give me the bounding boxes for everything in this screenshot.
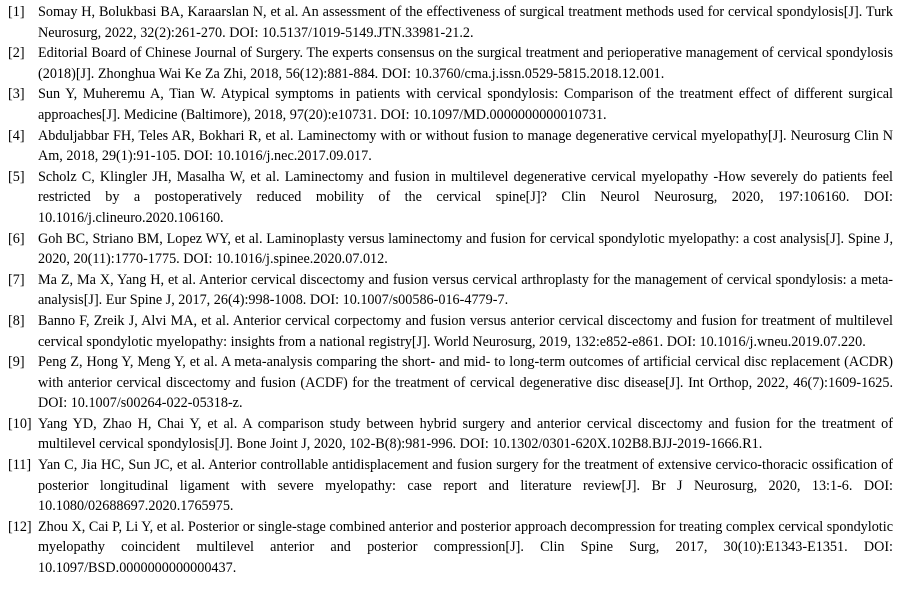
reference-citation-text: Zhou X, Cai P, Li Y, et al. Posterior or single-stage combined anterior and posterior approach decompression for treating complex cervical spondylotic myelopathy coincident multilevel anterior and posterior compression[J]. Clin Spine Surg, 2017, 30(10):E1343-E1351. DOI: 10.1097/BSD.0000000000000437. <box>38 518 893 577</box>
reference-item <box>8 414 893 455</box>
reference-list <box>8 2 893 579</box>
reference-item <box>8 311 893 352</box>
reference-item <box>8 455 893 517</box>
reference-number: [12] <box>8 518 32 535</box>
reference-citation-text: Peng Z, Hong Y, Meng Y, et al. A meta-analysis comparing the short- and mid- to long-term outcomes of artificial cervical disc replacement (ACDR) with anterior cervical discectomy and fusion (ACDF) for the treatment of cervical degenerative disc disease[J]. Int Orthop, 2022, 46(7):1609-1625. DOI: 10.1007/s00264-022-05318-z. <box>38 354 893 412</box>
reference-item <box>8 126 893 167</box>
reference-citation-text: Somay H, Bolukbasi BA, Karaarslan N, et al. An assessment of the effectiveness of surgical treatment methods used for cervical spondylosis[J]. Turk Neurosurg, 2022, 32(2):261-270. DOI: 10.5137/1019-5149.JTN.33981-21.2. <box>38 4 893 41</box>
reference-citation-text: Editorial Board of Chinese Journal of Surgery. The experts consensus on the surgical treatment and perioperative management of cervical spondylosis (2018)[J]. Zhonghua Wai Ke Za Zhi, 2018, 56(12):881-884. DOI: 10.3760/cma.j.issn.0529-5815.2018.12.001. <box>38 45 893 82</box>
reference-item <box>8 84 893 125</box>
reference-item <box>8 229 893 270</box>
reference-number: [5] <box>8 168 25 185</box>
reference-item <box>8 270 893 311</box>
reference-citation-text: Scholz C, Klingler JH, Masalha W, et al. Laminectomy and fusion in multilevel degenerative cervical myelopathy -How severely do patients feel restricted by a postoperatively reduced mobility of the cervical spine[J]? Clin Neurol Neurosurg, 2020, 197:106160. DOI: 10.1016/j.clineuro.2020.106160. <box>38 168 893 226</box>
reference-number: [2] <box>8 45 25 62</box>
reference-item <box>8 167 893 229</box>
reference-number: [3] <box>8 86 25 103</box>
reference-item <box>8 517 893 579</box>
reference-citation-text: Sun Y, Muheremu A, Tian W. Atypical symptoms in patients with cervical spondylosis: Comparison of the treatment effect of different surgical approaches[J]. Medicine (Baltimore), 2018, 97(20):e10731. DOI: 10.1097/MD.0000000000010731. <box>38 86 893 123</box>
reference-number: [11] <box>8 457 32 474</box>
reference-number: [4] <box>8 127 25 144</box>
reference-citation-text: Ma Z, Ma X, Yang H, et al. Anterior cervical discectomy and fusion versus cervical arthroplasty for the management of cervical spondylosis: a meta-analysis[J]. Eur Spine J, 2017, 26(4):998-1008. DOI: 10.1007/s00586-016-4779-7. <box>38 271 893 309</box>
reference-item <box>8 43 893 84</box>
reference-number: [8] <box>8 312 25 329</box>
reference-citation-text: Yang YD, Zhao H, Chai Y, et al. A comparison study between hybrid surgery and anterior cervical discectomy and fusion for the treatment of multilevel cervical spondylosis[J]. Bone Joint J, 2020, 102-B(8):981-996. DOI: 10.1302/0301-620X.102B8.BJJ-2019-1666.R1. <box>38 415 893 453</box>
reference-citation-text: Goh BC, Striano BM, Lopez WY, et al. Laminoplasty versus laminectomy and fusion for cervical spondylotic myelopathy: a cost analysis[J]. Spine J, 2020, 20(11):1770-1775. DOI: 10.1016/j.spinee.2020.07.012. <box>38 230 893 268</box>
reference-number: [7] <box>8 271 25 288</box>
reference-item <box>8 2 893 43</box>
reference-citation-text: Yan C, Jia HC, Sun JC, et al. Anterior controllable antidisplacement and fusion surgery for the treatment of extensive cervico-thoracic ossification of posterior longitudinal ligament with severe myelopathy: case report and literature review[J]. Br J Neurosurg, 2020, 13:1-6. DOI: 10.1080/02688697.2020.1765975. <box>38 457 893 515</box>
reference-number: [10] <box>8 415 32 432</box>
reference-number: [9] <box>8 354 25 371</box>
reference-number: [1] <box>8 4 25 20</box>
reference-item <box>8 352 893 414</box>
reference-citation-text: Abduljabbar FH, Teles AR, Bokhari R, et al. Laminectomy with or without fusion to manage degenerative cervical myelopathy[J]. Neurosurg Clin N Am, 2018, 29(1):91-105. DOI: 10.1016/j.nec.2017.09.017. <box>38 127 893 165</box>
reference-number: [6] <box>8 230 25 247</box>
reference-citation-text: Banno F, Zreik J, Alvi MA, et al. Anterior cervical corpectomy and fusion versus anterior cervical discectomy and fusion for treatment of multilevel cervical spondylotic myelopathy: insights from a national registry[J]. World Neurosurg, 2019, 132:e852-e861. DOI: 10.1016/j.wneu.2019.07.220. <box>38 312 893 350</box>
